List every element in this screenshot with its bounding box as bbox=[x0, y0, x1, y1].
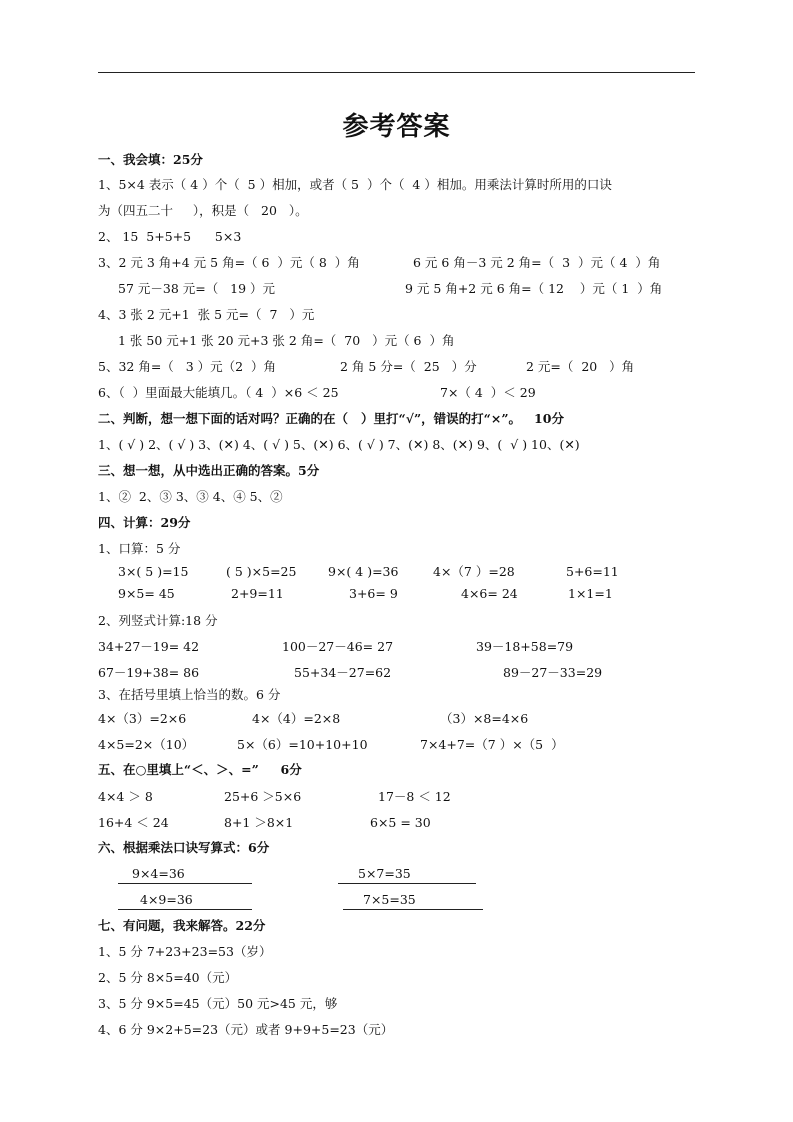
s1-line-8: 5、32 角=（ 3 ）元（2 ）角 bbox=[98, 359, 277, 374]
vertical-calc-item: 55+34－27=62 bbox=[294, 665, 392, 680]
s1-line-3: 2、 15 5+5+5 5×3 bbox=[98, 229, 242, 244]
oral-calc-item: 4×（7 ）=28 bbox=[433, 564, 515, 579]
section-7-heading: 七、有问题，我来解答。22分 bbox=[98, 918, 266, 933]
s3-answers: 1、② 2、③ 3、③ 4、④ 5、② bbox=[98, 489, 283, 504]
s4-sub-1: 1、口算：5 分 bbox=[98, 541, 181, 556]
s4-sub-2: 2、列竖式计算:18 分 bbox=[98, 613, 218, 628]
s7-answer-2: 2、5 分 8×5=40（元） bbox=[98, 970, 238, 985]
fill-item: 4×5=2×（10） bbox=[98, 737, 195, 752]
vertical-calc-item: 89－27－33=29 bbox=[503, 665, 603, 680]
section-5-heading: 五、在○里填上“＜、＞、=” 6分 bbox=[98, 762, 302, 777]
vertical-calc-item: 67－19+38= 86 bbox=[98, 665, 200, 680]
s1-line-8b: 2 角 5 分=（ 25 ）分 bbox=[340, 359, 477, 374]
compare-item: 4×4 ＞ 8 bbox=[98, 789, 153, 804]
equation-answer: 5×7=35 bbox=[338, 866, 476, 884]
s1-line-1: 1、5×4 表示（ 4 ）个（ 5 ）相加，或者（ 5 ）个（ 4 ）相加。用乘法计算时所用的口诀 bbox=[98, 177, 612, 192]
compare-item: 8+1 ＞8×1 bbox=[224, 815, 294, 830]
equation-answer: 4×9=36 bbox=[118, 892, 252, 910]
oral-calc-item: 3×( 5 )=15 bbox=[118, 564, 189, 579]
page-title: 参考答案 bbox=[342, 112, 451, 142]
s1-line-8c: 2 元=（ 20 ）角 bbox=[526, 359, 635, 374]
compare-item: 25+6 ＞5×6 bbox=[224, 789, 302, 804]
section-3-heading: 三、想一想，从中选出正确的答案。5分 bbox=[98, 463, 320, 478]
fill-item: 7×4+7=（7 ）×（5 ） bbox=[420, 737, 564, 752]
fill-item: 4×（4）=2×8 bbox=[252, 711, 341, 726]
vertical-calc-item: 100－27－46= 27 bbox=[282, 639, 394, 654]
oral-calc-item: 1×1=1 bbox=[568, 586, 613, 601]
compare-item: 16+4 ＜ 24 bbox=[98, 815, 169, 830]
s2-answers: 1、( √ ) 2、( √ ) 3、(✕) 4、( √ ) 5、(✕) 6、( √ ) 7、(✕) 8、(✕) 9、( √ ) 10、(✕) bbox=[98, 437, 580, 452]
s1-line-7: 1 张 50 元+1 张 20 元+3 张 2 角=（ 70 ）元（ 6 ）角 bbox=[118, 333, 455, 348]
s1-line-9b: 7×（ 4 ）＜ 29 bbox=[440, 385, 536, 400]
s1-line-5b: 9 元 5 角+2 元 6 角=（ 12 ）元（ 1 ）角 bbox=[405, 281, 663, 296]
vertical-calc-item: 34+27－19= 42 bbox=[98, 639, 200, 654]
s1-line-6: 4、3 张 2 元+1 张 5 元=（ 7 ）元 bbox=[98, 307, 315, 322]
oral-calc-item: 9×( 4 )=36 bbox=[328, 564, 399, 579]
equation-answer: 7×5=35 bbox=[343, 892, 483, 910]
s1-line-4: 3、2 元 3 角+4 元 5 角=（ 6 ）元（ 8 ）角 bbox=[98, 255, 360, 270]
section-2-heading: 二、判断，想一想下面的话对吗？正确的在（ ）里打“√”，错误的打“×”。 10分 bbox=[98, 411, 564, 426]
s4-sub-3: 3、在括号里填上恰当的数。6 分 bbox=[98, 687, 281, 702]
oral-calc-item: 3+6= 9 bbox=[349, 586, 398, 601]
section-6-heading: 六、根据乘法口诀写算式：6分 bbox=[98, 840, 270, 855]
fill-item: 5×（6）=10+10+10 bbox=[237, 737, 368, 752]
oral-calc-item: ( 5 )×5=25 bbox=[226, 564, 297, 579]
oral-calc-item: 9×5= 45 bbox=[118, 586, 175, 601]
fill-item: 4×（3）=2×6 bbox=[98, 711, 187, 726]
s7-answer-4: 4、6 分 9×2+5=23（元）或者 9+9+5=23（元） bbox=[98, 1022, 394, 1037]
s7-answer-3: 3、5 分 9×5=45（元）50 元>45 元，够 bbox=[98, 996, 338, 1011]
oral-calc-item: 5+6=11 bbox=[566, 564, 619, 579]
s1-line-2: 为（四五二十 ），积是（ 20 ）。 bbox=[98, 203, 308, 218]
vertical-calc-item: 39－18+58=79 bbox=[476, 639, 574, 654]
section-1-heading: 一、我会填：25分 bbox=[98, 152, 203, 167]
oral-calc-item: 2+9=11 bbox=[231, 586, 284, 601]
section-4-heading: 四、计算：29分 bbox=[98, 515, 191, 530]
oral-calc-item: 4×6= 24 bbox=[461, 586, 518, 601]
s1-line-4b: 6 元 6 角－3 元 2 角=（ 3 ）元（ 4 ）角 bbox=[413, 255, 661, 270]
header-rule bbox=[98, 72, 695, 73]
s1-line-5: 57 元－38 元=（ 19 ）元 bbox=[118, 281, 276, 296]
equation-answer: 9×4=36 bbox=[118, 866, 252, 884]
s7-answer-1: 1、5 分 7+23+23=53（岁） bbox=[98, 944, 272, 959]
compare-item: 6×5 = 30 bbox=[370, 815, 431, 830]
fill-item: （3）×8=4×6 bbox=[440, 711, 529, 726]
compare-item: 17－8 ＜ 12 bbox=[378, 789, 451, 804]
s1-line-9: 6、（ ）里面最大能填几。（ 4 ）×6 ＜ 25 bbox=[98, 385, 339, 400]
